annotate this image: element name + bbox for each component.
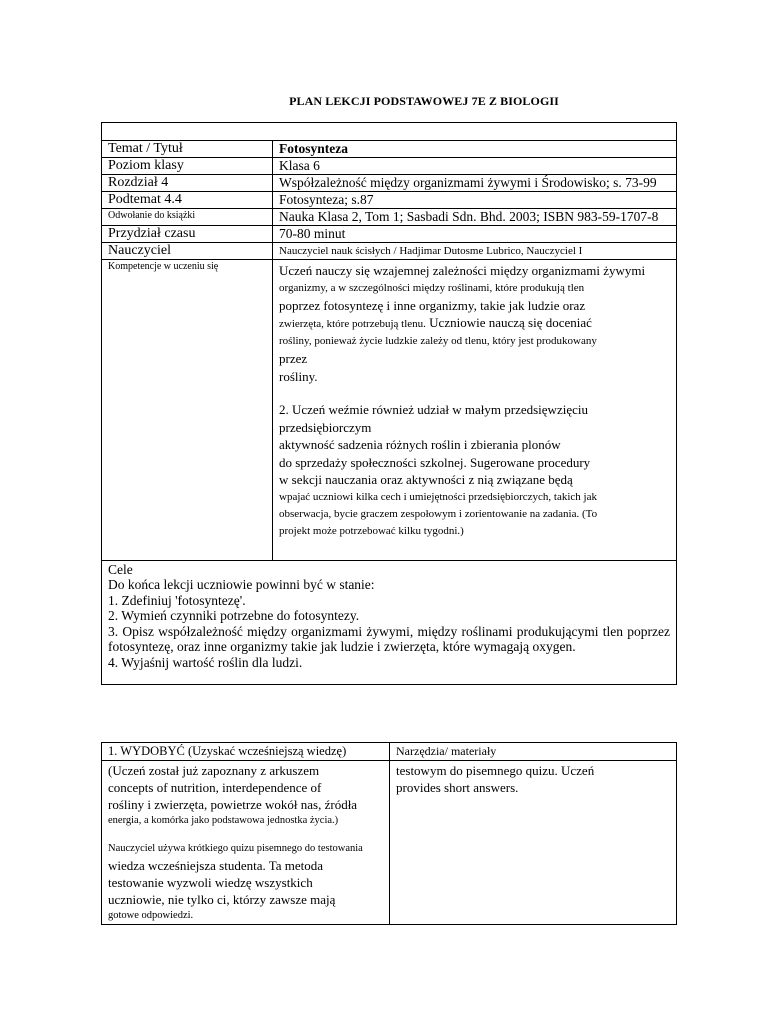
objective-item: 1. Zdefiniuj 'fotosyntezę'. — [108, 592, 246, 608]
blank-row — [102, 123, 677, 141]
elicit-table — [101, 742, 677, 925]
label-competencies: Kompetencje w uczeniu się — [102, 260, 273, 561]
row-teacher — [102, 243, 677, 260]
elicit-line: testowym do pisemnego quizu. Uczeń — [396, 763, 595, 778]
value-teacher: Nauczyciel nauk ścisłych / Hadjimar Dutosme Lubrico, Nauczyciel I — [273, 243, 677, 260]
elicit-line: gotowe odpowiedzi. — [108, 910, 194, 921]
comp-line: rośliny, ponieważ życie ludzkie zależy od tlenu, który jest produkowany — [279, 335, 597, 347]
elicit-line: energia, a komórka jako podstawowa jednostka życia.) — [108, 815, 339, 826]
label-subtopic: Podtemat 4.4 — [102, 192, 273, 209]
elicit-line: rośliny i zwierzęta, powietrze wokół nas, źródła — [108, 797, 358, 812]
objectives-content — [102, 560, 677, 685]
label-chapter: Rozdział 4 — [102, 175, 273, 192]
elicit-body-row — [102, 761, 677, 925]
competencies-content — [273, 260, 677, 561]
comp-line: przez — [279, 351, 308, 366]
row-chapter — [102, 175, 677, 192]
row-book — [102, 209, 677, 226]
label-topic: Temat / Tytuł — [102, 141, 273, 158]
label-book: Odwołanie do książki — [102, 209, 273, 226]
lesson-plan-table — [101, 122, 677, 685]
comp-line: 2. Uczeń weźmie również udział w małym przedsięwzięciu przedsiębiorczym — [279, 402, 588, 435]
elicit-line: testowanie wyzwoli wiedzę wszystkich — [108, 875, 313, 890]
comp-line: projekt może potrzebować kilku tygodni.) — [279, 524, 464, 537]
row-grade — [102, 158, 677, 175]
comp-line: aktywność sadzenia różnych roślin i zbierania plonów — [279, 437, 561, 452]
comp-line: Uczniowie nauczą się doceniać — [429, 315, 592, 330]
elicit-line: concepts of nutrition, interdependence of — [108, 780, 322, 795]
elicit-header-row — [102, 743, 677, 761]
row-time — [102, 226, 677, 243]
value-subtopic: Fotosynteza; s.87 — [273, 192, 677, 209]
comp-line: Uczeń nauczy się wzajemnej zależności między organizmami żywymi — [279, 263, 646, 278]
value-topic: Fotosynteza — [273, 141, 677, 158]
comp-line: wpajać uczniowi kilka cech i umiejętności przedsiębiorczych, takich jak — [279, 490, 597, 503]
elicit-line: wiedza wcześniejsza studenta. Ta metoda — [108, 858, 324, 873]
label-time: Przydział czasu — [102, 226, 273, 243]
comp-line: organizmy, a w szczególności między roślinami, które produkują tlen — [279, 281, 585, 294]
comp-line: rośliny. — [279, 368, 318, 384]
comp-line: obserwacja, bycie graczem zespołowym i zorientowanie na zadania. (To — [279, 507, 598, 520]
elicit-left-content — [102, 761, 390, 925]
comp-line: w sekcji nauczania oraz aktywności z nią związane będą — [279, 472, 573, 487]
value-grade: Klasa 6 — [273, 158, 677, 175]
elicit-header-right: Narzędzia/ materiały — [390, 743, 677, 761]
objectives-heading: Cele — [108, 561, 133, 577]
objectives-intro: Do końca lekcji uczniowie powinni być w stanie: — [108, 577, 375, 592]
objective-item: 3. Opisz współzależność między organizmami żywymi, między roślinami produkującymi tlen poprzez fotosyntezę, oraz inne organizmy takie jak ludzie i zwierzęta, które wymagają oxygen. — [108, 623, 670, 654]
elicit-header-left: 1. WYDOBYĆ (Uzyskać wcześniejszą wiedzę) — [102, 743, 390, 761]
comp-line: poprzez fotosyntezę i inne organizmy, takie jak ludzie oraz — [279, 297, 586, 313]
comp-line: zwierzęta, które potrzebują tlenu. — [279, 318, 426, 330]
elicit-right-content — [390, 761, 677, 925]
elicit-line: Nauczyciel używa krótkiego quizu pisemnego do testowania — [108, 843, 363, 854]
elicit-line: (Uczeń został już zapoznany z arkuszem — [108, 763, 320, 778]
value-book: Nauka Klasa 2, Tom 1; Sasbadi Sdn. Bhd. 2003; ISBN 983-59-1707-8 — [273, 209, 677, 226]
row-topic — [102, 141, 677, 158]
row-subtopic — [102, 192, 677, 209]
row-objectives — [102, 560, 677, 685]
comp-line: do sprzedaży społeczności szkolnej. Sugerowane procedury — [279, 454, 591, 470]
comp-line-mixed — [279, 314, 670, 333]
objective-item: 2. Wymień czynniki potrzebne do fotosyntezy. — [108, 608, 360, 623]
elicit-line: provides short answers. — [396, 780, 519, 795]
elicit-line: uczniowie, nie tylko ci, którzy zawsze mają — [108, 892, 336, 907]
objective-item: 4. Wyjaśnij wartość roślin dla ludzi. — [108, 654, 303, 670]
label-grade: Poziom klasy — [102, 158, 273, 175]
page-title: PLAN LEKCJI PODSTAWOWEJ 7E Z BIOLOGII — [289, 94, 559, 108]
value-chapter: Współzależność między organizmami żywymi i Środowisko; s. 73-99 — [273, 175, 677, 192]
row-competencies — [102, 260, 677, 561]
value-time: 70-80 minut — [273, 226, 677, 243]
label-teacher: Nauczyciel — [102, 243, 273, 260]
